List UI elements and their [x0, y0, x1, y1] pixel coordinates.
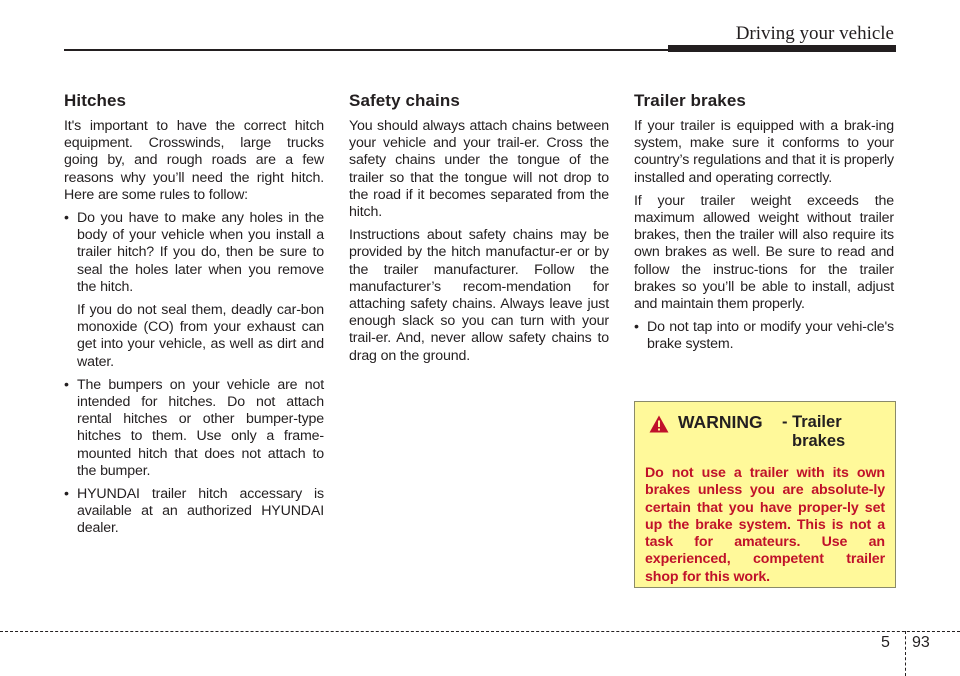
trailer-brakes-para-2: If your trailer weight exceeds the maximum allowed weight without trailer brakes, then the trailer will also require its own brakes as well. Be sure to read and follow the instruc-tions for the trailer brakes so you’ll be able to install, adjust and maintain them properly.: [634, 192, 894, 313]
hitches-bullet-2: [64, 377, 324, 480]
warning-box: [634, 401, 896, 588]
bullet-dot: •: [634, 319, 639, 336]
bullet-dot: •: [64, 486, 69, 503]
hitches-bullet-1-continuation: If you do not seal them, deadly car-bon monoxide (CO) from your exhaust can get into your vehicle, as well as dirt and water.: [77, 302, 324, 370]
trailer-brakes-para-1: If your trailer is equipped with a brak-ing system, make sure it conforms to your country’s regulations and that it is properly installed and operating correctly.: [634, 118, 894, 186]
hitches-column: [64, 91, 324, 544]
hitches-bullet-3: [64, 486, 324, 538]
hitches-bullet-2-text: The bumpers on your vehicle are not intended for hitches. Do not attach rental hitches or other bumper-type hitches to them. Use only a frame-mounted hitch that does not attach to the bumper.: [77, 376, 324, 479]
chapter-number: 5: [881, 634, 890, 651]
warning-subject-line-2: brakes: [792, 432, 846, 450]
header-tab: [668, 45, 896, 52]
hitches-bullet-1-text: Do you have to make any holes in the body of your vehicle when you install a trailer hitch? If you do, then be sure to seal the holes later when you remove the hitch.: [77, 210, 324, 295]
footer-divider: [905, 631, 906, 676]
page-number: 93: [912, 634, 930, 651]
warning-body: Do not use a trailer with its own brakes unless you are absolute-ly certain that you have proper-ly set up the brake system. This is not a task for amateurs. Use an experienced, competent trailer shop for this work.: [645, 465, 885, 585]
hitches-bullet-1: [64, 210, 324, 296]
safety-chains-heading: Safety chains: [349, 91, 460, 110]
trailer-brakes-column: [634, 91, 894, 360]
trailer-brakes-heading: Trailer brakes: [634, 91, 746, 110]
trailer-brakes-bullet-1-text: Do not tap into or modify your vehi-cle's brake system.: [647, 319, 894, 353]
safety-chains-column: [349, 91, 609, 371]
trailer-brakes-bullet-1: [634, 319, 894, 353]
warning-header: [645, 412, 885, 462]
warning-label: WARNING: [678, 412, 763, 432]
section-title: Driving your vehicle: [735, 23, 894, 44]
footer-rule: [0, 631, 960, 632]
bullet-dot: •: [64, 376, 69, 393]
safety-chains-para-1: You should always attach chains between your vehicle and your trail-er. Cross the safety chains under the tongue of the trailer so that the tongue will not drop to the road if it becomes separated from the hitch.: [349, 118, 609, 221]
bullet-dot: •: [64, 210, 69, 227]
hitches-heading: Hitches: [64, 91, 127, 110]
hitches-bullet-3-text: HYUNDAI trailer hitch accessary is available at an authorized HYUNDAI dealer.: [77, 486, 324, 537]
safety-chains-para-2: Instructions about safety chains may be provided by the hitch manufactur-er or by the trailer manufacturer. Follow the manufacturer’s recom-mendation for attaching safety chains. Always leave just enough slack so you can turn with your trail-er. And, never allow safety chains to drag on the ground.: [349, 227, 609, 364]
warning-subject-line-1: - Trailer: [782, 413, 842, 431]
hitches-intro: It's important to have the correct hitch equipment. Crosswinds, large trucks going by, and rough roads are a few reasons why you’ll need the right hitch. Here are some rules to follow:: [64, 118, 324, 203]
warning-triangle-icon: [649, 415, 669, 433]
